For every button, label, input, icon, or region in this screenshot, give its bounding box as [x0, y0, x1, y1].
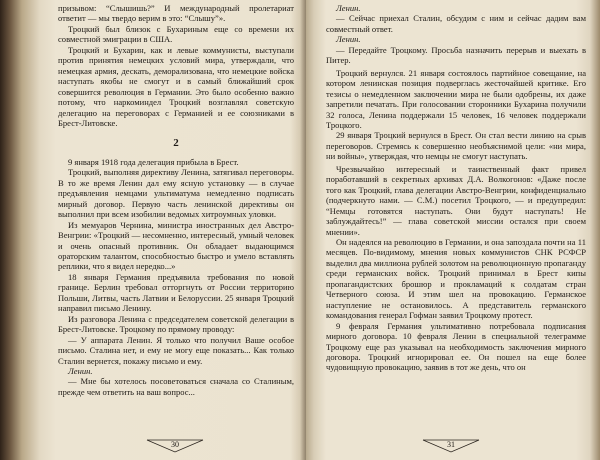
right-page-number: 31	[447, 440, 455, 449]
paragraph: Троцкий был близок с Бухариным еще со времени их совместной эмиграции в США.	[58, 23, 294, 45]
chapter-number: 2	[173, 137, 179, 150]
left-page-number: 30	[171, 440, 179, 449]
speaker-label: Ленин.	[336, 34, 361, 45]
paragraph: Чрезвычайно интересный и таинственный факт привел поработавший в секретных архивах Д.А. Волкогонов: «Даже после того как Троцкий, глава делегации Австро-Венгрии, конфиденциально (подчеркнуто нами. — С.М.) посетил Троцкого, — и предупредил: “Немцы готовятся наступать. Они будут наступать! Не заблуждайтесь!” — глава советской миссии остался при своем мнении».	[326, 163, 586, 237]
paragraph: Из мемуаров Чернина, министра иностранных дел Австро-Венгрии: «Троцкий — несомненно, интересный, умный человек и очень опасный противник. Он обладает выдающимся ораторским талантом, способностью быстро и умело вставлять реплики, что я видел нередко...»	[58, 219, 294, 272]
paragraph: Троцкий вернулся. 21 января состоялось партийное совещание, на котором ленинская позиция подверглась жесточайшей критике. Его тезисы о немедленном заключении мира не были одобрены, их даже запретили печатать. При голосовании сторонники Бухарина получили 32 голоса, Ленина поддержали 15 человек, 16 человек поддержали Троцкого.	[326, 67, 586, 130]
paragraph: Троцкий и Бухарин, как и левые коммунисты, выступали против принятия немецких условий мира, утверждали, что немецкая армия, дескать, деморализована, что немецкие войска наступать якобы не смогут и в самый ближайший срок совершится революция в Германии. Это было особенно важно потому, что наркоминдел Троцкий возглавлял советскую делегацию на переговорах с Германией и ее союзниками в Брест-Литовске.	[58, 44, 294, 128]
right-page-number-ornament	[421, 438, 481, 454]
paragraph: 18 января Германия предъявила требования по новой границе. Берлин требовал отторгнуть от России территорию Польши, Литвы, часть Латвии и Белоруссии. 25 января Троцкий направил письмо Ленину.	[58, 271, 294, 314]
paragraph: призывом: “Слышишь?” И международный пролетариат ответит — мы твердо верим в это: “Слышу”».	[58, 3, 294, 24]
speaker-label: Ленин.	[68, 365, 93, 376]
paragraph: — Передайте Троцкому. Просьба назначить перерыв и выехать в Питер.	[326, 44, 586, 66]
speaker-label: Ленин.	[336, 3, 361, 13]
paragraph: — Мне бы хотелось посоветоваться сначала со Сталиным, прежде чем ответить на ваш вопрос...	[58, 376, 294, 397]
right-page	[306, 0, 600, 460]
right-page-text	[326, 3, 586, 373]
paragraph: — Сейчас приехал Сталин, обсудим с ним и сейчас дадим вам совместный ответ.	[326, 13, 586, 34]
left-page-number-ornament	[145, 438, 205, 454]
paragraph: 29 января Троцкий вернулся в Брест. Он стал вести линию на срыв переговоров. Стремясь к совершенно необъяснимой цели: «ни мира, ни войны», утверждая, что немцы не смогут наступать.	[326, 130, 586, 162]
paragraph: 9 февраля Германия ультимативно потребовала подписания мирного договора. 10 февраля Ленин в специальной телеграмме Троцкому еще раз указывал на необходимость заключения мирного договора. Троцкий игнорировал ее. Он пошел на еще более чудовищную провокацию, заявив в тот же день, что он	[326, 320, 586, 373]
paragraph: Из разговора Ленина с председателем советской делегации в Брест-Литовске. Троцкому по прямому проводу:	[58, 313, 294, 335]
paragraph: 9 января 1918 года делегация прибыла в Брест.	[68, 156, 239, 167]
paragraph: Он надеялся на революцию в Германии, и она запоздала почти на 11 месяцев. По-видимому, мнения новых коммунистов СНК РСФСР выделил два миллиона рублей золотом на революционную пропаганду среди германских войск. Троцкий принимал в Брест кипы пропагандистских брошюр и прокламаций к солдатам стран Четверного союза. И этим шел на провокацию. Германское наступление не остановилось. А представитель германского командования генерал Гофман заявил Троцкому протест.	[326, 236, 586, 321]
paragraph: — У аппарата Ленин. Я только что получил Ваше особое письмо. Сталина нет, и ему не могу еще показать... Как только Сталин вернется, покажу письмо и ему.	[58, 334, 294, 366]
left-page-text	[58, 3, 294, 397]
paragraph: Троцкий, выполняя директиву Ленина, затягивал переговоры. В то же время Ленин дал ему ясную установку — в случае предъявления немцами ультиматума немедленно подписать мирный договор. Первую часть ленинской директивы он выполнил при всем изобилии ведомых хитроумных уловки.	[58, 167, 294, 220]
